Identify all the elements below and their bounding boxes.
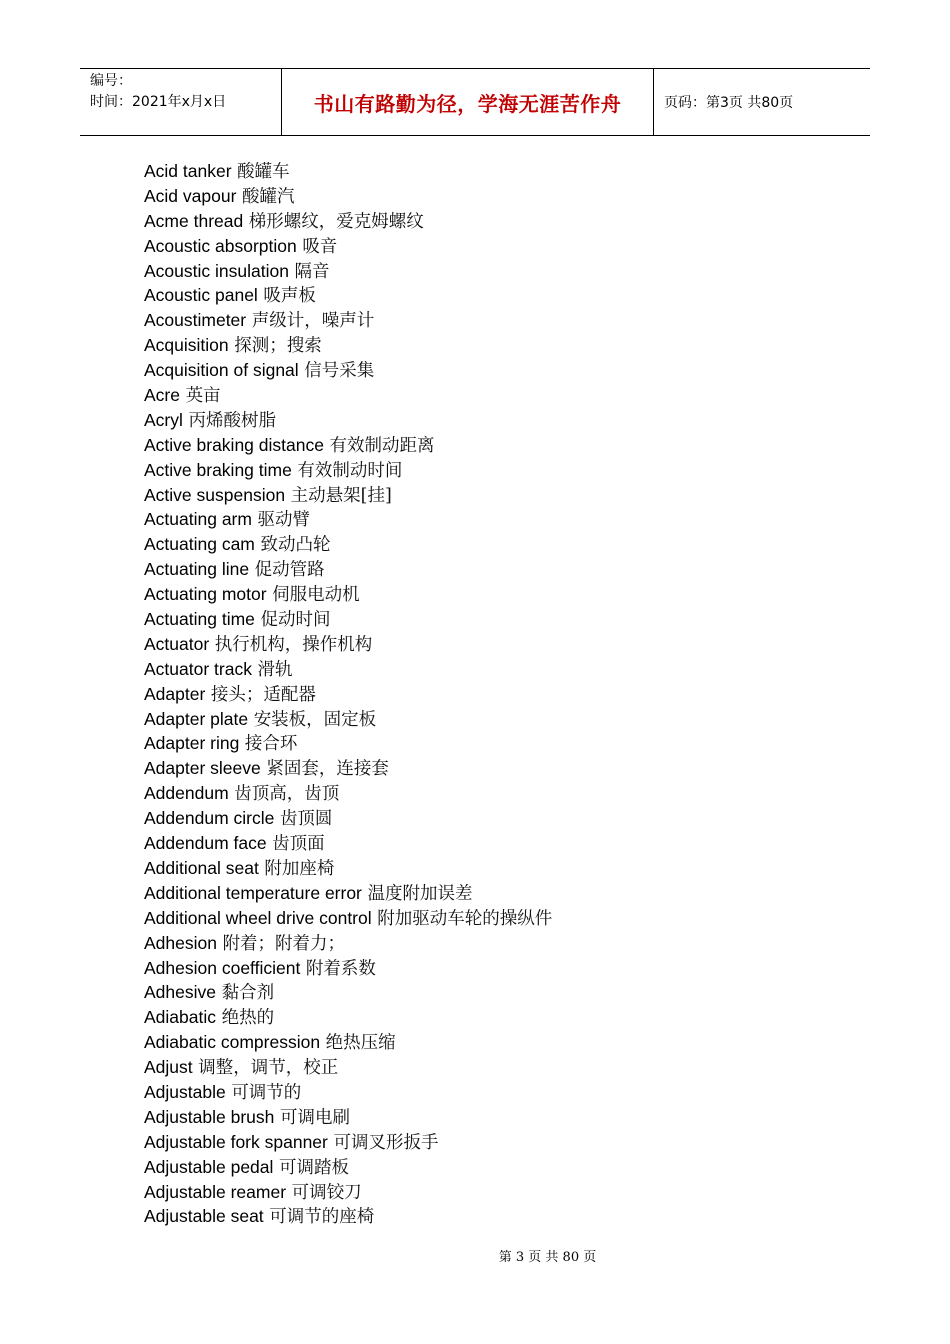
entry-translation: 齿顶圆 (279, 809, 333, 830)
entry-translation: 酸罐汽 (242, 186, 295, 207)
glossary-entry (144, 532, 844, 557)
glossary-entry (144, 831, 844, 856)
entry-term: Actuator (144, 633, 210, 654)
entry-term: Acoustimeter (144, 310, 247, 331)
entry-term: Adhesive (144, 982, 216, 1003)
entry-term: Active braking time (144, 459, 292, 480)
entry-translation: 有效制动距离 (329, 435, 435, 456)
motto: 书山有路勤为径，学海无涯苦作舟 (313, 91, 622, 116)
entry-translation: 安装板，固定板 (253, 709, 377, 730)
entry-translation: 可调踏板 (278, 1157, 349, 1178)
entry-term: Adapter (144, 683, 206, 704)
entry-term: Additional seat (144, 857, 259, 878)
entry-translation: 梯形螺纹，爱克姆螺纹 (248, 211, 424, 232)
glossary-entry (144, 507, 844, 532)
entry-translation: 主动悬架[挂] (290, 485, 392, 506)
glossary-entry (144, 1005, 844, 1030)
entry-term: Acid tanker (144, 161, 232, 181)
entry-translation: 附着系数 (305, 958, 376, 979)
glossary-entry (144, 408, 844, 433)
entry-term: Adiabatic (144, 1007, 216, 1028)
glossary-entry (144, 483, 844, 508)
entry-translation: 吸音 (302, 236, 338, 257)
entry-translation: 可调节的 (231, 1082, 302, 1103)
glossary-entry (144, 682, 844, 707)
entry-translation: 紧固套，连接套 (266, 759, 389, 780)
entry-translation: 酸罐车 (237, 162, 290, 182)
glossary-entry (144, 1204, 844, 1229)
entry-term: Acryl (144, 409, 183, 430)
glossary-entry (144, 184, 844, 209)
entry-translation: 可调节的座椅 (269, 1207, 375, 1228)
entry-translation: 绝热压缩 (325, 1033, 396, 1054)
glossary-entry (144, 1105, 844, 1130)
entry-translation: 声级计，噪声计 (251, 311, 375, 332)
entry-term: Actuator track (144, 658, 252, 679)
entry-translation: 接合环 (244, 734, 298, 755)
entry-translation: 温度附加误差 (367, 883, 473, 904)
entry-translation: 驱动臂 (257, 510, 311, 531)
glossary-entry (144, 756, 844, 781)
entry-term: Additional wheel drive control (144, 907, 372, 928)
glossary-entry (144, 657, 844, 682)
entry-term: Addendum face (144, 833, 267, 854)
entry-term: Adjustable seat (144, 1206, 264, 1227)
glossary-entry (144, 159, 844, 184)
glossary-entry (144, 1130, 844, 1155)
glossary-entry (144, 632, 844, 657)
entry-term: Addendum circle (144, 808, 275, 829)
entry-translation: 致动凸轮 (260, 535, 331, 556)
entry-translation: 绝热的 (221, 1008, 275, 1029)
header-page-cell (654, 69, 870, 135)
entry-term: Acoustic panel (144, 285, 258, 306)
glossary-entry (144, 1155, 844, 1180)
entry-translation: 促动时间 (260, 610, 331, 631)
entry-term: Active suspension (144, 484, 286, 505)
entry-term: Adapter sleeve (144, 758, 261, 779)
glossary-list (144, 159, 844, 1229)
glossary-entry (144, 358, 844, 383)
glossary-entry (144, 259, 844, 284)
entry-translation: 有效制动时间 (297, 460, 403, 481)
entry-term: Adjustable fork spanner (144, 1131, 328, 1152)
header-motto-cell (282, 69, 654, 135)
entry-term: Adjustable brush (144, 1106, 275, 1127)
entry-term: Adiabatic compression (144, 1032, 321, 1053)
entry-term: Additional temperature error (144, 882, 362, 903)
entry-translation: 附加座椅 (264, 858, 335, 879)
entry-term: Acquisition (144, 335, 229, 356)
glossary-entry (144, 308, 844, 333)
entry-translation: 滑轨 (257, 659, 293, 680)
glossary-entry (144, 707, 844, 732)
entry-term: Acre (144, 385, 180, 406)
glossary-entry (144, 731, 844, 756)
glossary-entry (144, 607, 844, 632)
entry-term: Acoustic absorption (144, 235, 297, 256)
entry-term: Actuating cam (144, 534, 255, 555)
entry-translation: 伺服电动机 (272, 585, 360, 606)
page-label: 页码：第3页 共80页 (664, 95, 794, 111)
entry-translation: 调整，调节，校正 (198, 1058, 339, 1079)
glossary-entry (144, 557, 844, 582)
glossary-entry (144, 333, 844, 358)
header-meta (80, 69, 282, 135)
entry-translation: 可调铰刀 (291, 1182, 362, 1203)
entry-term: Active braking distance (144, 434, 324, 455)
entry-term: Adhesion (144, 932, 217, 953)
glossary-entry (144, 582, 844, 607)
glossary-entry (144, 931, 844, 956)
entry-translation: 可调叉形扳手 (333, 1132, 439, 1153)
page-header (80, 68, 870, 136)
entry-term: Adjustable (144, 1081, 226, 1102)
entry-translation: 可调电刷 (279, 1107, 350, 1128)
entry-term: Adapter plate (144, 708, 249, 729)
glossary-entry (144, 980, 844, 1005)
entry-term: Actuating time (144, 609, 255, 630)
glossary-entry (144, 383, 844, 408)
entry-term: Adapter ring (144, 733, 240, 754)
glossary-entry (144, 458, 844, 483)
entry-term: Adjustable reamer (144, 1181, 287, 1202)
glossary-entry (144, 856, 844, 881)
entry-term: Adhesion coefficient (144, 957, 301, 978)
entry-term: Actuating line (144, 559, 250, 580)
serial-label: 编号： (90, 73, 132, 89)
footer-page-number: 第 3 页 共 80 页 (498, 1250, 597, 1265)
glossary-entry (144, 956, 844, 981)
entry-translation: 探测；搜索 (234, 336, 322, 357)
time-label: 时间：2021年x月x日 (90, 94, 227, 110)
glossary-entry (144, 283, 844, 308)
entry-term: Actuating motor (144, 584, 267, 605)
entry-translation: 接头；适配器 (210, 684, 316, 705)
glossary-entry (144, 234, 844, 259)
glossary-entry (144, 781, 844, 806)
entry-translation: 附加驱动车轮的操纵件 (377, 908, 553, 929)
glossary-entry (144, 1055, 844, 1080)
glossary-entry (144, 806, 844, 831)
entry-translation: 隔音 (294, 261, 330, 282)
entry-term: Acme thread (144, 210, 244, 231)
entry-translation: 丙烯酸树脂 (188, 410, 276, 431)
entry-translation: 黏合剂 (221, 983, 275, 1004)
entry-translation: 信号采集 (304, 361, 375, 382)
entry-translation: 英亩 (185, 386, 221, 407)
entry-term: Adjust (144, 1057, 193, 1078)
glossary-entry (144, 1030, 844, 1055)
entry-translation: 吸声板 (263, 286, 316, 307)
glossary-entry (144, 906, 844, 931)
glossary-entry (144, 881, 844, 906)
glossary-entry (144, 1080, 844, 1105)
entry-translation: 促动管路 (254, 560, 325, 581)
entry-term: Addendum (144, 783, 229, 804)
entry-translation: 附着；附着力； (222, 933, 346, 954)
entry-translation: 齿顶面 (272, 834, 325, 855)
glossary-entry (144, 209, 844, 234)
glossary-entry (144, 1180, 844, 1205)
entry-translation: 齿顶高，齿顶 (234, 784, 340, 805)
entry-term: Acoustic insulation (144, 260, 289, 281)
entry-term: Acid vapour (144, 185, 237, 206)
glossary-entry (144, 433, 844, 458)
entry-term: Actuating arm (144, 509, 252, 530)
page-footer (0, 1246, 950, 1265)
entry-translation: 执行机构，操作机构 (214, 634, 373, 655)
entry-term: Acquisition of signal (144, 360, 299, 381)
entry-term: Adjustable pedal (144, 1156, 274, 1177)
